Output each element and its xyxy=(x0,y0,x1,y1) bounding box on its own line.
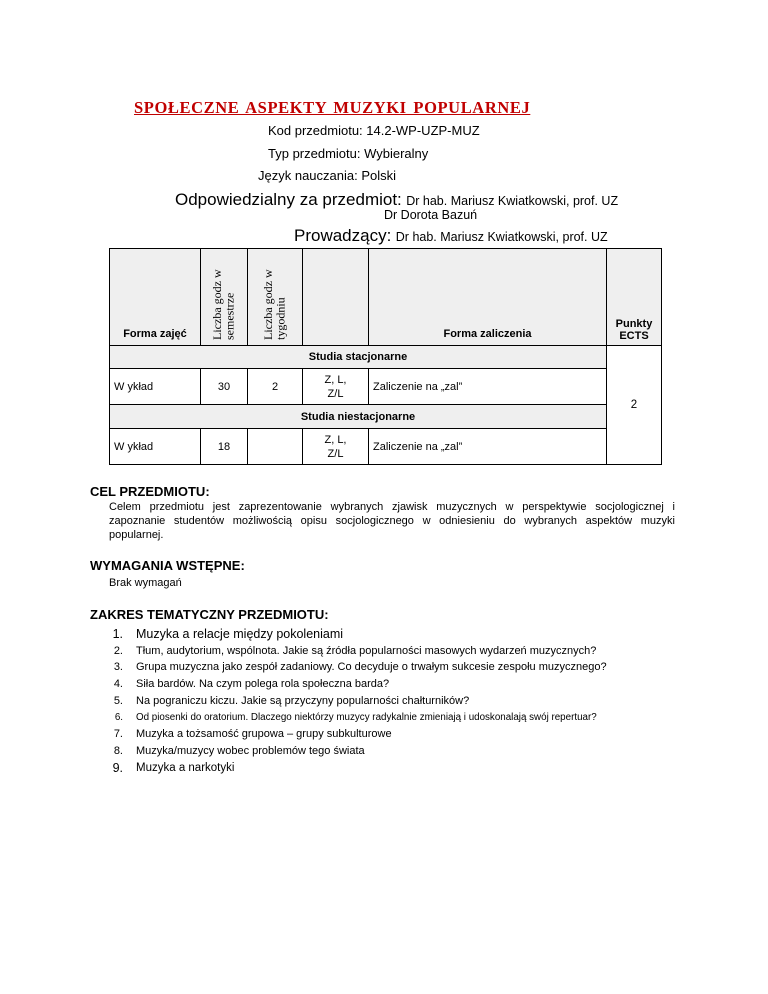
document-title: SPOŁECZNE ASPEKTY MUZYKI POPULARNEJ xyxy=(134,98,531,117)
row-code: Z, L, Z/L xyxy=(303,369,369,405)
row-code: Z, L, Z/L xyxy=(303,429,369,465)
list-item xyxy=(109,693,669,710)
header-forma-zaliczenia: Forma zaliczenia xyxy=(369,249,607,346)
list-item-text: Siła bardów. Na czym polega rola społeczna barda? xyxy=(136,678,390,691)
row-week-hours xyxy=(248,429,303,465)
responsible-label: Odpowiedzialny za przedmiot: xyxy=(175,190,402,209)
list-item-text: Muzyka a relacje między pokoleniami xyxy=(136,627,344,641)
row-form: W ykład xyxy=(110,429,201,465)
header-hours-week-label: Liczba godz w tygodniu xyxy=(261,269,288,340)
list-item-number: 4. xyxy=(113,678,123,691)
list-item-text: Muzyka/muzycy wobec problemów tego świata xyxy=(136,744,365,757)
list-item-number: 3. xyxy=(113,661,123,674)
list-item xyxy=(109,726,669,743)
list-item-text: Muzyka a tożsamość grupowa – grupy subkulturowe xyxy=(136,728,392,741)
list-item-text: Grupa muzyczna jako zespół zadaniowy. Co decyduje o trwałym sukcesie zespołu muzycznego? xyxy=(136,661,607,674)
header-hours-semester xyxy=(201,249,248,346)
header-blank xyxy=(303,249,369,346)
course-language: Język nauczania: Polski xyxy=(258,168,397,183)
table-row xyxy=(110,369,662,405)
row-credit: Zaliczenie na „zal” xyxy=(369,429,607,465)
course-table xyxy=(109,248,662,465)
list-item-number: 9. xyxy=(112,760,123,775)
row-credit: Zaliczenie na „zal” xyxy=(369,369,607,405)
topics-list xyxy=(109,626,669,776)
row-form: W ykład xyxy=(110,369,201,405)
section-nonstationary: Studia niestacjonarne xyxy=(110,405,607,429)
header-hours-week xyxy=(248,249,303,346)
list-item xyxy=(109,659,669,676)
row-week-hours: 2 xyxy=(248,369,303,405)
course-code: Kod przedmiotu: 14.2-WP-UZP-MUZ xyxy=(268,123,480,138)
list-item-number: 2. xyxy=(113,644,123,657)
list-item-number: 6. xyxy=(114,711,123,723)
list-item xyxy=(109,626,669,643)
list-item xyxy=(109,643,669,660)
list-item-text: Tłum, audytorium, wspólnota. Jakie są źródła popularności masowych wydarzeń muzycznych? xyxy=(136,644,597,657)
teachers-line xyxy=(294,226,608,246)
table-row xyxy=(110,429,662,465)
course-type: Typ przedmiotu: Wybieralny xyxy=(268,146,429,161)
list-item xyxy=(109,743,669,760)
list-item xyxy=(109,710,669,727)
list-item xyxy=(109,760,669,777)
header-hours-semester-label: Liczba godz w semestrze xyxy=(210,269,237,340)
list-item-number: 8. xyxy=(113,744,123,757)
header-forma-zajec: Forma zajęć xyxy=(110,249,201,346)
list-item xyxy=(109,676,669,693)
list-item-number: 1. xyxy=(112,627,123,641)
responsible-name-2: Dr Dorota Bazuń xyxy=(384,208,478,222)
requirements-text: Brak wymagań xyxy=(109,577,182,589)
list-item-text: Na pograniczu kiczu. Jakie są przyczyny popularności chałturników? xyxy=(136,694,470,707)
teachers-label: Prowadzący: xyxy=(294,226,392,245)
goal-text: Celem przedmiotu jest zaprezentowanie wybranych zjawisk muzycznych w perspektywie socjologicznej i zapoznanie studentów możliwością opisu socjologicznego w odniesieniu do wybranych aspektów muzyki popularnej. xyxy=(109,501,675,541)
section-stationary: Studia stacjonarne xyxy=(110,346,607,369)
header-ects: Punkty ECTS xyxy=(607,249,662,346)
row-semester-hours: 30 xyxy=(201,369,248,405)
topics-heading: ZAKRES TEMATYCZNY PRZEDMIOTU: xyxy=(90,607,329,622)
list-item-number: 5. xyxy=(113,694,123,707)
list-item-number: 7. xyxy=(113,728,123,741)
list-item-text: Muzyka a narkotyki xyxy=(136,761,235,774)
requirements-heading: WYMAGANIA WSTĘPNE: xyxy=(90,558,245,573)
responsible-name: Dr hab. Mariusz Kwiatkowski, prof. UZ xyxy=(406,194,619,208)
teachers-name: Dr hab. Mariusz Kwiatkowski, prof. UZ xyxy=(395,230,608,244)
goal-heading: CEL PRZEDMIOTU: xyxy=(90,484,210,499)
list-item-text: Od piosenki do oratorium. Dlaczego niektórzy muzycy radykalnie zmieniają i udoskonalają swój repertuar? xyxy=(136,711,597,723)
row-semester-hours: 18 xyxy=(201,429,248,465)
ects-value: 2 xyxy=(607,346,662,465)
responsible-line xyxy=(175,190,618,210)
